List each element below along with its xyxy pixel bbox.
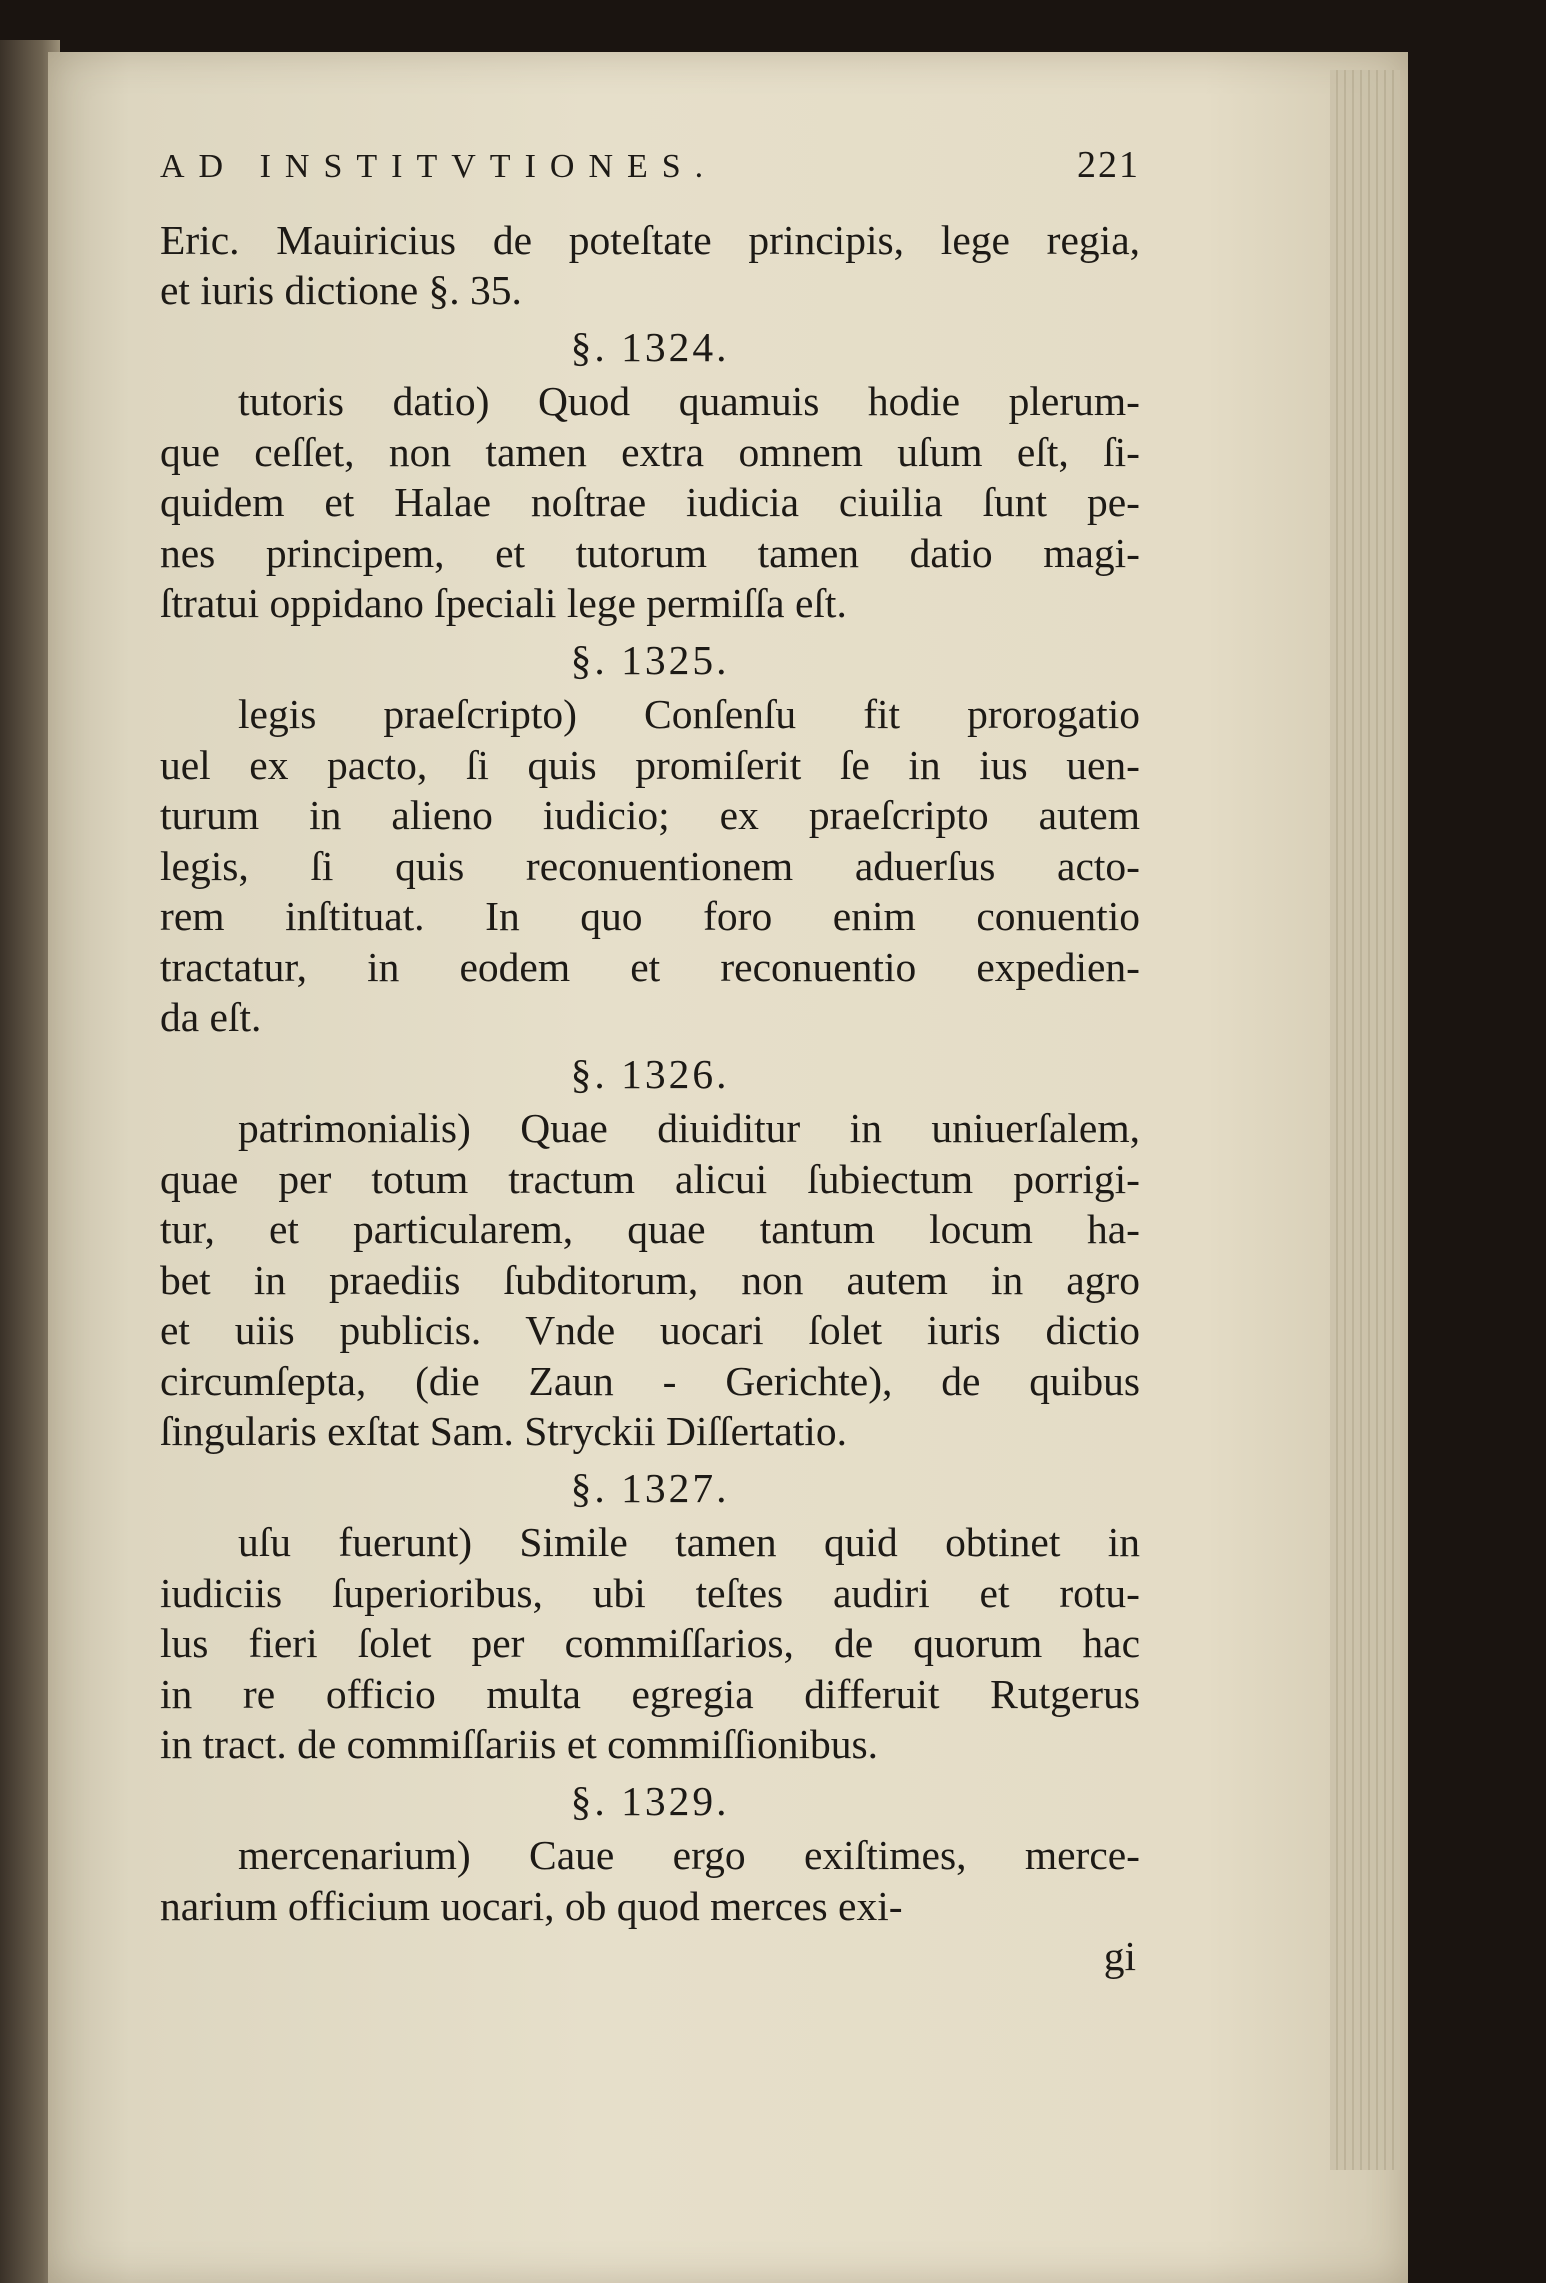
section-number: §. 1327. bbox=[570, 1464, 730, 1511]
page-number: 221 bbox=[1077, 144, 1140, 186]
section-number: §. 1326. bbox=[570, 1050, 730, 1097]
text-line: ſingularis exſtat Sam. Stryckii Diſſertatio. bbox=[160, 1408, 847, 1454]
text-line: narium officium uocari, ob quod merces exi- bbox=[160, 1882, 903, 1929]
text-line: mercenarium) Caue ergo exiſtimes, merce- bbox=[238, 1832, 1140, 1878]
paragraph bbox=[160, 376, 1140, 629]
text-line: nes principem, et tutorum tamen datio magi- bbox=[160, 529, 1140, 576]
paragraph bbox=[160, 1517, 1140, 1770]
text-line: legis praeſcripto) Conſenſu fit prorogatio bbox=[238, 691, 1140, 737]
section-number: §. 1329. bbox=[570, 1777, 730, 1824]
page-content bbox=[160, 140, 1140, 1982]
paragraph bbox=[160, 689, 1140, 1043]
text-line: da eſt. bbox=[160, 994, 262, 1040]
text-line: bet in praediis ſubditorum, non autem in agro bbox=[160, 1256, 1140, 1303]
text-line: tractatur, in eodem et reconuentio expedien- bbox=[160, 943, 1140, 990]
text-line: lus fieri ſolet per commiſſarios, de quorum hac bbox=[160, 1620, 1140, 1666]
section-number: §. 1324. bbox=[570, 323, 730, 370]
text-line: iudiciis ſuperioribus, ubi teſtes audiri et rotu- bbox=[160, 1569, 1140, 1616]
text-line: uel ex pacto, ſi quis promiſerit ſe in ius uen- bbox=[160, 741, 1140, 788]
text-line: et uiis publicis. Vnde uocari ſolet iuris dictio bbox=[160, 1307, 1140, 1353]
paragraph bbox=[160, 1103, 1140, 1457]
text-line: que ceſſet, non tamen extra omnem uſum eſt, ſi- bbox=[160, 428, 1140, 475]
text-line: quidem et Halae noſtrae iudicia ciuilia ſunt pe- bbox=[160, 479, 1140, 525]
text-line: uſu fuerunt) Simile tamen quid obtinet in bbox=[238, 1519, 1140, 1565]
running-header bbox=[160, 140, 1140, 193]
text-line: ſtratui oppidano ſpeciali lege permiſſa eſt. bbox=[160, 580, 847, 626]
text-line: et iuris dictione §. 35. bbox=[160, 267, 522, 313]
body-text bbox=[160, 215, 1140, 1982]
page-edges bbox=[1330, 70, 1400, 2170]
text-line: quae per totum tractum alicui ſubiectum porrigi- bbox=[160, 1155, 1140, 1202]
text-line: circumſepta, (die Zaun - Gerichte), de quibus bbox=[160, 1357, 1140, 1404]
paragraph bbox=[160, 1830, 1140, 1931]
text-line: Eric. Mauiricius de poteſtate principis, lege regia, bbox=[160, 216, 1140, 263]
paragraph bbox=[160, 215, 1140, 316]
catchword: gi bbox=[1103, 1933, 1136, 1979]
text-line: turum in alieno iudicio; ex praeſcripto autem bbox=[160, 792, 1140, 838]
text-line: tutoris datio) Quod quamuis hodie plerum- bbox=[238, 378, 1140, 424]
text-line: rem inſtituat. In quo foro enim conuentio bbox=[160, 893, 1140, 939]
text-line: in re officio multa egregia differuit Rutgerus bbox=[160, 1670, 1140, 1717]
text-line: patrimonialis) Quae diuiditur in uniuerſalem, bbox=[238, 1105, 1140, 1151]
text-line: in tract. de commiſſariis et commiſſionibus. bbox=[160, 1721, 879, 1767]
running-title: AD INSTITVTIONES. bbox=[160, 148, 718, 185]
section-number: §. 1325. bbox=[570, 636, 730, 683]
text-line: legis, ſi quis reconuentionem aduerſus acto- bbox=[160, 842, 1140, 889]
text-line: tur, et particularem, quae tantum locum ha- bbox=[160, 1206, 1140, 1252]
